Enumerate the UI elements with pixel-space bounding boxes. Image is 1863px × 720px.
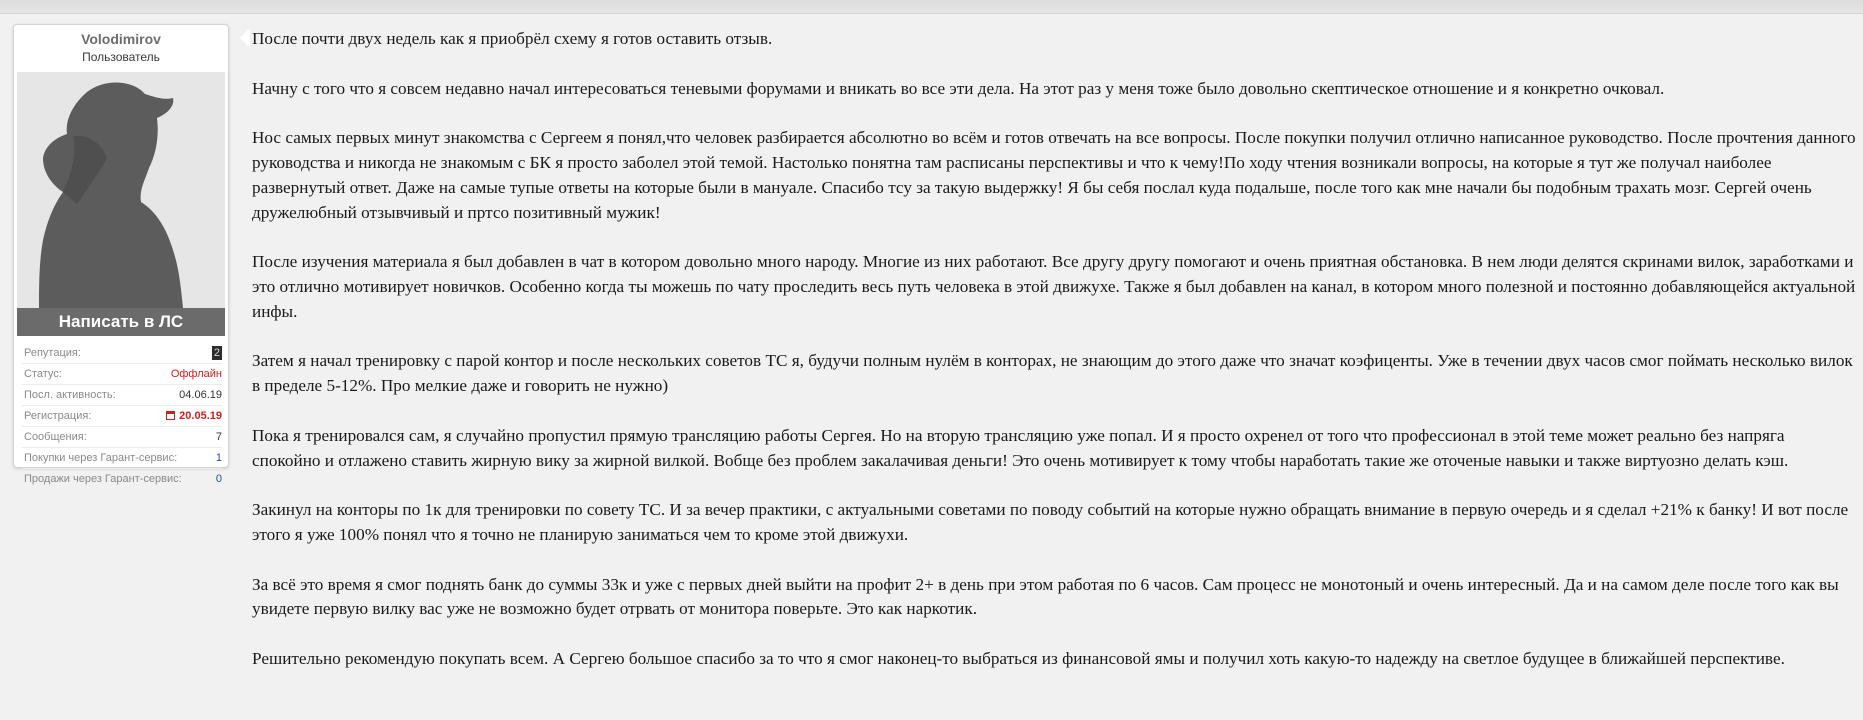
stat-label: Посл. активность: bbox=[24, 389, 116, 401]
reputation-value[interactable] bbox=[212, 343, 222, 363]
silhouette-icon bbox=[17, 72, 225, 308]
stat-guarantee-buys bbox=[22, 448, 222, 469]
user-card bbox=[13, 24, 229, 485]
bubble-arrow bbox=[240, 28, 250, 48]
post-paragraph: За всё это время я смог поднять банк до суммы 33к и уже с первых дней выйти на профит 2+ в день при этом работая по 6 часов. Сам процесс не монотоный и очень интересный. Да и на самом деле после того как вы увидете первую вилку вас уже не возможно будет отрвать от монитора поверьте. Это как наркотик. bbox=[252, 574, 1839, 619]
avatar[interactable] bbox=[17, 72, 225, 308]
post-paragraph: Нос самых первых минут знакомства с Сергеем я понял,что человек разбирается абсолютно во всём и готов отвечать на все вопросы. После покупки получил отлично написанное руководство. После прочтения данного руководства и никогда не знакомым с БК я просто заболел этой темой. Настолько понятна там расписаны перспективы и что к чему!По ходу чтения возникали вопросы, на которые я тут же получал наиболее развернутый ответ. Даже на самые тупые ответы на которые были в мануале. Спасибо тсу за такую выдержку! Я бы себя послал куда подальше, после того как мне начали бы подобным трахать мозг. Сергей очень дружелюбный отзывчивый и пртсо позитивный мужик! bbox=[252, 128, 1856, 222]
post-paragraph: После почти двух недель как я приобрёл схему я готов оставить отзыв. bbox=[252, 29, 773, 48]
status-value: Оффлайн bbox=[170, 368, 222, 380]
calendar-icon bbox=[166, 411, 175, 420]
post-paragraph: Закинул на конторы по 1к для тренировки по совету ТС. И за вечер практики, с актуальными советами по поводу событий на которые нужно обращать внимание в первую очередь и я сделал +21% к банку! И вот после этого я уже 100% понял что я точно не планирую заниматься чем то кроме этой движухи. bbox=[252, 500, 1849, 544]
post-paragraph: Затем я начал тренировку с парой контор и после нескольких советов ТС я, будучи полным нулём в конторах, не знающим до этого даже что значат коэфиценты. Уже в течении двух часов смог поймать несколько вилок в пределе 5-12%. Про мелкие даже и говорить не нужно) bbox=[252, 351, 1853, 396]
username[interactable]: Volodimirov bbox=[81, 31, 161, 47]
post-paragraph: После изучения материала я был добавлен в чат в котором довольно много народу. Многие из них работают. Все другу другу помогают и очень приятная обстановка. В нем люди делятся скринами вилок, заработками и это отлично мотивирует новичков. Особенно когда ты можешь по чату проследить весь путь человека в этой движухе. Также я был добавлен на канал, в котором много полезной и постоянно добавляющейся актуальной инфы. bbox=[252, 252, 1856, 321]
top-strip bbox=[0, 0, 1863, 14]
post-paragraph: Начну с того что я совсем недавно начал интересоваться теневыми форумами и вникать во все эти дела. На этот раз у меня тоже было довольно скептическое отношение и я конкретно очковал. bbox=[252, 78, 1665, 98]
stat-label: Регистрация: bbox=[24, 410, 92, 422]
registration-date: 20.05.19 bbox=[179, 410, 222, 422]
reputation-badge[interactable]: 2 bbox=[213, 347, 220, 359]
guarantee-buys-value[interactable]: 1 bbox=[215, 452, 222, 464]
write-pm-button[interactable]: Написать в ЛС bbox=[17, 308, 225, 336]
stat-label: Продажи через Гарант-сервис: bbox=[24, 473, 182, 485]
post-body bbox=[252, 27, 1857, 697]
stat-label: Сообщения: bbox=[24, 431, 87, 443]
stat-messages bbox=[22, 427, 222, 448]
stat-reputation bbox=[22, 343, 222, 364]
guarantee-sales-value[interactable]: 0 bbox=[215, 473, 222, 485]
stat-label: Статус: bbox=[24, 368, 62, 380]
stat-last-activity bbox=[22, 385, 222, 406]
messages-value[interactable]: 7 bbox=[215, 431, 222, 443]
registration-value bbox=[166, 406, 222, 426]
stat-label: Репутация: bbox=[24, 347, 81, 359]
stat-label: Покупки через Гарант-сервис: bbox=[24, 452, 178, 464]
last-activity-value: 04.06.19 bbox=[179, 389, 222, 401]
stat-guarantee-sales bbox=[22, 469, 222, 489]
stat-status bbox=[22, 364, 222, 385]
user-stats bbox=[22, 343, 222, 489]
user-title: Пользователь bbox=[82, 50, 160, 64]
post-paragraph: Пока я тренировался сам, я случайно пропустил прямую трансляцию работы Сергея. Но на вторую трансляцию уже попал. И я просто охренел от того что профессионал в этой теме может реально без напряга спокойно и отлажено ставить жирную вику за жирной вилкой. Вобще без проблем закалачивая деньги! Это очень мотивирует к тому чтобы наработать такие же оточеные навыки и также виртуозно делать кэш. bbox=[252, 425, 1789, 470]
post-paragraph: Решительно рекомендую покупать всем. А Сергею большое спасибо за то что я смог наконец-то выбраться из финансовой ямы и получил хоть какую-то надежду на светлое будущее в ближайшей перспективе. bbox=[252, 648, 1785, 668]
stat-registration bbox=[22, 406, 222, 427]
